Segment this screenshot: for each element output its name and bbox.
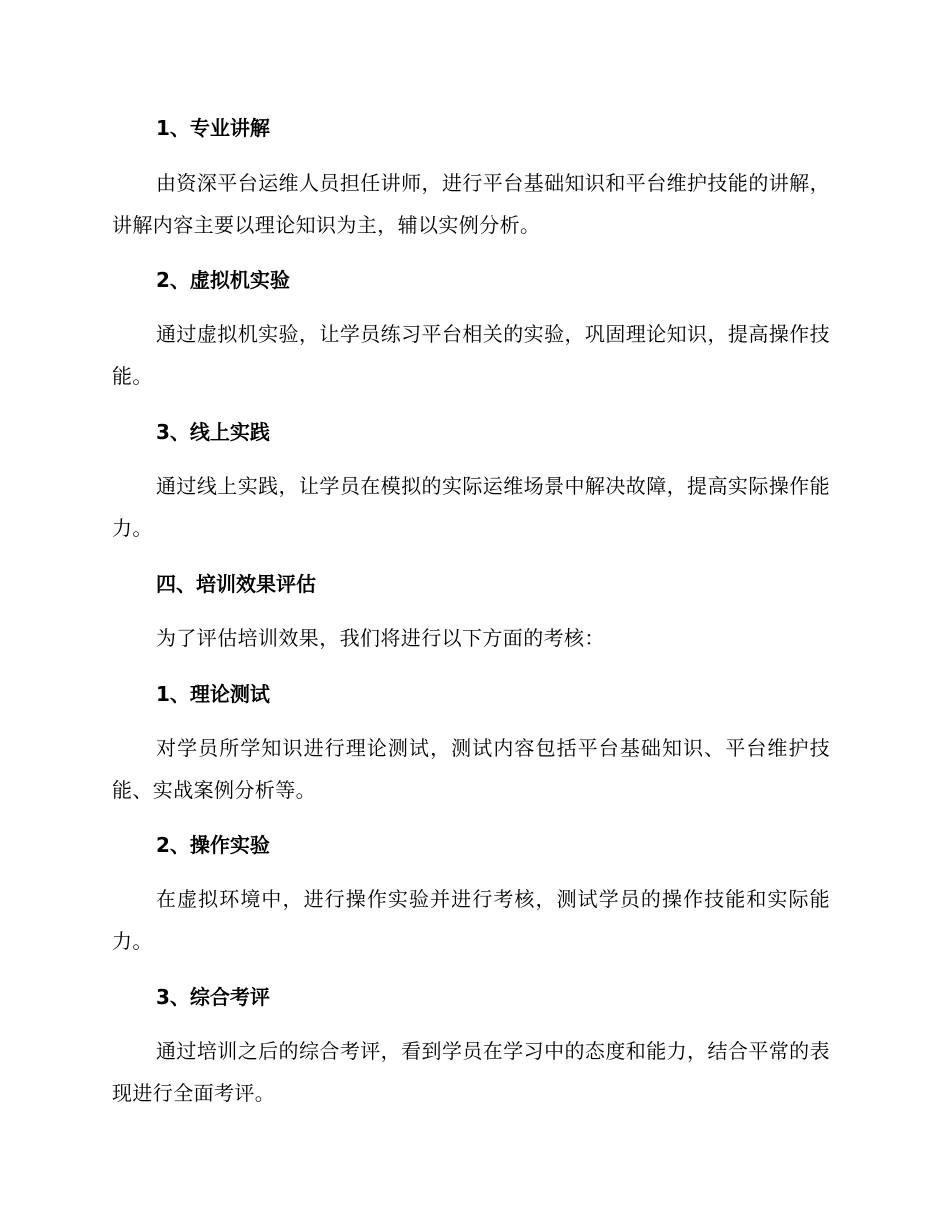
section-heading: 四、培训效果评估 xyxy=(156,572,316,596)
section-paragraph: 由资深平台运维人员担任讲师，进行平台基础知识和平台维护技能的讲解，讲解内容主要以理论知识为主，辅以实例分析。 xyxy=(112,171,830,237)
section-paragraph: 在虚拟环境中，进行操作实验并进行考核，测试学员的操作技能和实际能力。 xyxy=(112,887,830,953)
section-heading: 1、专业讲解 xyxy=(156,116,270,140)
section-heading: 2、操作实验 xyxy=(156,833,270,857)
section-paragraph: 通过线上实践，让学员在模拟的实际运维场景中解决故障，提高实际操作能力。 xyxy=(112,474,830,540)
section-paragraph: 通过培训之后的综合考评，看到学员在学习中的态度和能力，结合平常的表现进行全面考评。 xyxy=(112,1039,830,1105)
section-heading: 2、虚拟机实验 xyxy=(156,268,290,292)
section-heading: 1、理论测试 xyxy=(156,682,270,706)
section-heading: 3、综合考评 xyxy=(156,985,270,1009)
section-paragraph: 为了评估培训效果，我们将进行以下方面的考核： xyxy=(156,626,605,650)
section-paragraph: 对学员所学知识进行理论测试，测试内容包括平台基础知识、平台维护技能、实战案例分析等。 xyxy=(112,736,830,802)
section-paragraph: 通过虚拟机实验，让学员练习平台相关的实验，巩固理论知识，提高操作技能。 xyxy=(112,322,830,388)
section-heading: 3、线上实践 xyxy=(156,420,270,444)
